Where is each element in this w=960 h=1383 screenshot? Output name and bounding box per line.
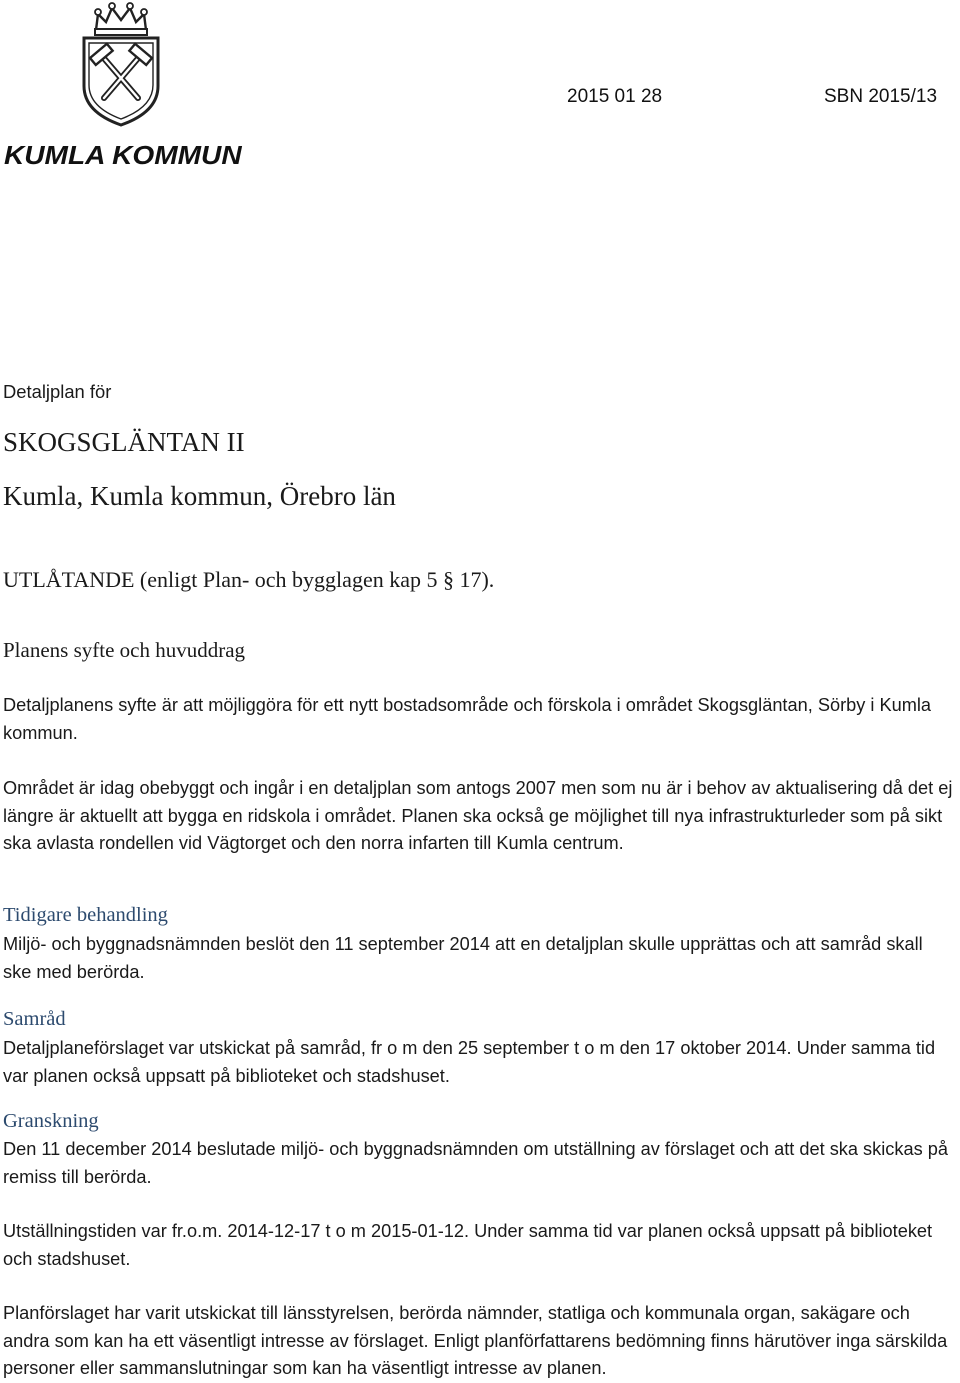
section-heading-review: Granskning — [3, 1110, 99, 1132]
review-paragraph-1: Den 11 december 2014 beslutade miljö- och byggnadsnämnden om utställning av förslaget och att det ska skickas på remiss till berörda. — [3, 1139, 948, 1187]
plan-name: SKOGSGLÄNTAN II — [3, 427, 245, 457]
document-reference: SBN 2015/13 — [824, 86, 938, 107]
section-heading-consultation: Samråd — [3, 1008, 66, 1030]
review-paragraph-2: Utställningstiden var fr.o.m. 2014-12-17 t o m 2015-01-12. Under samma tid var planen också uppsatt på biblioteket och stadshuset. — [3, 1221, 933, 1269]
document-date: 2015 01 28 — [567, 86, 663, 107]
previous-paragraph: Miljö- och byggnadsnämnden beslöt den 11 september 2014 att en detaljplan skulle upprättas och att samråd skall ske med berörda. — [3, 934, 923, 982]
section-heading-purpose: Planens syfte och huvuddrag — [3, 638, 246, 662]
brand-wordmark: KUMLA KOMMUN — [4, 140, 242, 170]
purpose-paragraph-1: Detaljplanens syfte är att möjliggöra för ett nytt bostadsområde och förskola i området Skogsgläntan, Sörby i Kumla kommun. — [3, 695, 932, 743]
purpose-paragraph-2: Området är idag obebyggt och ingår i en detaljplan som antogs 2007 men som nu är i behov av aktualisering då det ej längre är aktuellt att bygga en ridskola i området. Planen ska också ge möjlighet till nya infrastrukturleder som på sikt ska avlasta rondellen vid Vägtorget och den norra infarten till Kumla centrum. — [3, 778, 953, 854]
section-heading-previous: Tidigare behandling — [3, 904, 168, 926]
plan-location: Kumla, Kumla kommun, Örebro län — [3, 481, 396, 511]
statement-heading: UTLÅTANDE (enligt Plan- och bygglagen kap 5 § 17). — [3, 567, 495, 592]
title-prefix: Detaljplan för — [3, 381, 112, 402]
coat-of-arms-logo — [76, 0, 166, 128]
review-paragraph-3: Planförslaget har varit utskickat till länsstyrelsen, berörda nämnder, statliga och kommunala organ, sakägare och andra som kan ha ett väsentligt intresse av förslaget. Enligt planförfattarens bedömning finns härutöver inga särskilda personer eller sammanslutningar som kan ha väsentligt intresse av planen. — [3, 1303, 948, 1379]
consultation-paragraph: Detaljplaneförslaget var utskickat på samråd, fr o m den 25 september t o m den 17 oktober 2014. Under samma tid var planen också uppsatt på biblioteket och stadshuset. — [3, 1038, 936, 1086]
